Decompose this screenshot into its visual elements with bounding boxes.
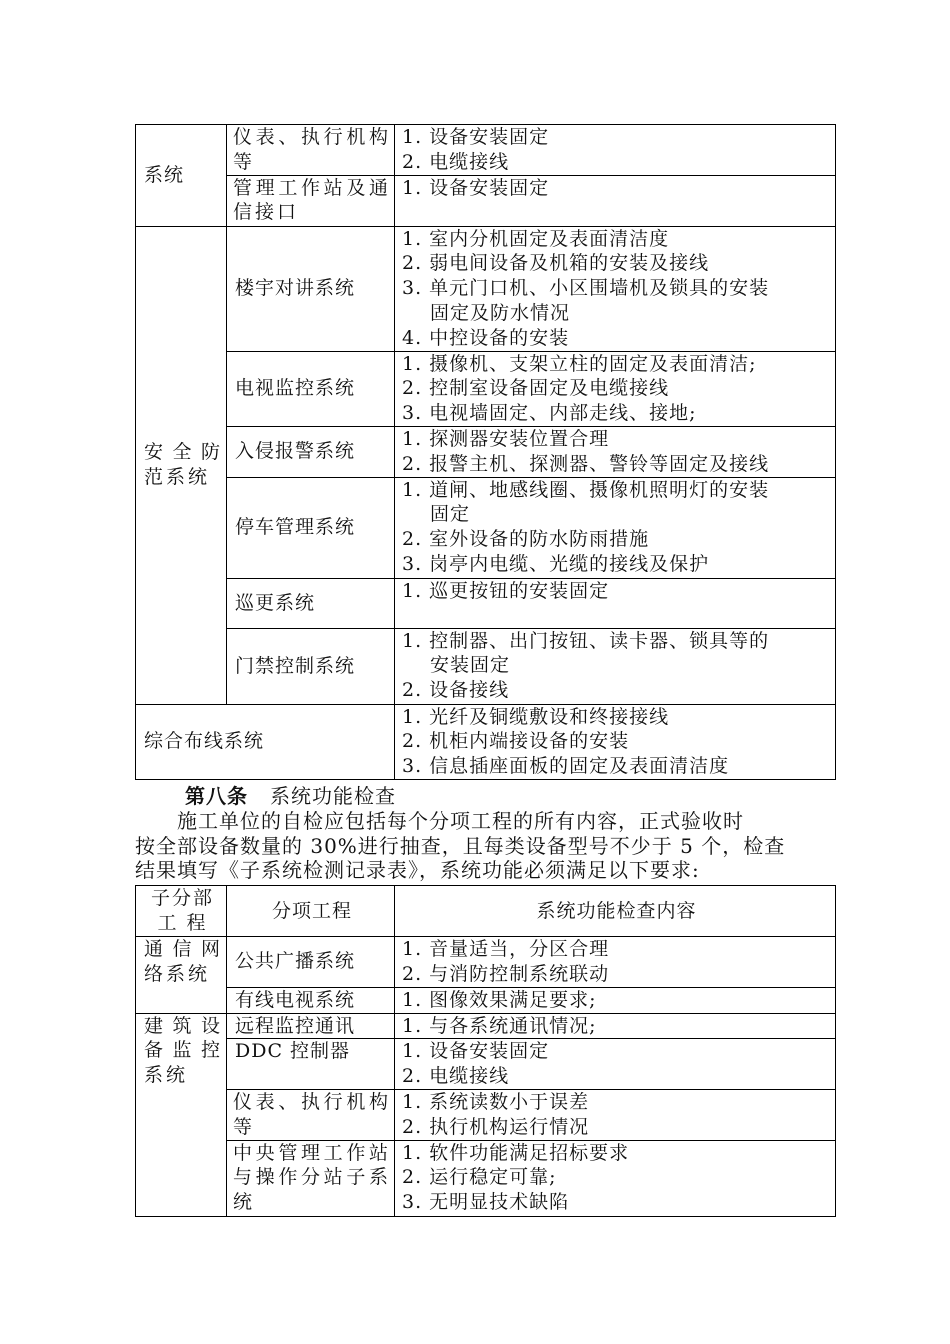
subsystem-cell: 安全防范系统 [136, 226, 227, 704]
document-page [135, 124, 835, 1217]
table-row [136, 936, 836, 987]
items-cell [395, 226, 836, 351]
items-cell [395, 578, 836, 628]
items-cell [395, 1089, 836, 1140]
subsystem-cell: 通信网络系统 [136, 936, 227, 1013]
list-item: 2. 与消防控制系统联动 [402, 962, 610, 985]
items-cell [395, 426, 836, 477]
list-item: 1. 系统读数小于误差 [402, 1090, 590, 1113]
project-cell: 巡更系统 [227, 578, 395, 628]
header-content: 系统功能检查内容 [395, 886, 836, 937]
table-header-row [136, 886, 836, 937]
list-item: 3. 信息插座面板的固定及表面清洁度 [402, 755, 730, 778]
list-item: 2. 电缆接线 [402, 1065, 510, 1088]
table-row [136, 226, 836, 351]
items-cell [395, 936, 836, 987]
list-item: 1. 巡更按钮的安装固定 [402, 579, 610, 602]
install-check-table [135, 124, 836, 780]
project-cell: 中央管理工作站与操作分站子系统 [227, 1140, 395, 1216]
table-row [136, 351, 836, 426]
project-cell: 仪表、执行机构等 [227, 1089, 395, 1140]
items-cell [395, 477, 836, 578]
table-row [136, 175, 836, 226]
function-check-table [135, 885, 836, 1216]
subsystem-cell: 综合布线系统 [136, 704, 395, 779]
items-cell [395, 1140, 836, 1216]
project-cell: 门禁控制系统 [227, 628, 395, 704]
subsystem-cell: 建筑设备监控系统 [136, 1013, 227, 1216]
items-cell [395, 1013, 836, 1039]
paragraph-line: 按全部设备数量的 30%进行抽查，且每类设备型号不少于 5 个，检查 [135, 833, 786, 858]
table-row [136, 125, 836, 176]
project-cell: 有线电视系统 [227, 987, 395, 1013]
paragraph-line: 结果填写《子系统检测记录表》，系统功能必须满足以下要求: [135, 858, 700, 883]
list-item: 2. 弱电间设备及机箱的安装及接线 [402, 252, 710, 275]
list-item: 2. 控制室设备固定及电缆接线 [402, 377, 670, 400]
items-cell [395, 125, 836, 176]
list-item: 1. 道闸、地感线圈、摄像机照明灯的安装 [402, 478, 770, 501]
list-item: 3. 岗亭内电缆、光缆的接线及保护 [402, 552, 710, 575]
list-item: 2. 室外设备的防水防雨措施 [402, 528, 650, 551]
items-cell [395, 987, 836, 1013]
items-cell [395, 175, 836, 226]
items-cell [395, 351, 836, 426]
section-number: 第八条 [185, 783, 248, 808]
list-item: 固定及防水情况 [430, 301, 571, 324]
list-item: 1. 设备安装固定 [402, 176, 550, 199]
table-row [136, 477, 836, 578]
project-cell: 远程监控通讯 [227, 1013, 395, 1039]
list-item: 1. 设备安装固定 [402, 126, 550, 148]
project-cell: 管理工作站及通信接口 [227, 175, 395, 226]
list-item: 2. 运行稳定可靠; [402, 1166, 557, 1189]
paragraph-line: 施工单位的自检应包括每个分项工程的所有内容，正式验收时 [177, 808, 744, 833]
project-cell: 入侵报警系统 [227, 426, 395, 477]
table-row [136, 1013, 836, 1039]
list-item: 2. 电缆接线 [402, 150, 510, 173]
project-cell: 公共广播系统 [227, 936, 395, 987]
items-cell [395, 628, 836, 704]
table-row [136, 1089, 836, 1140]
table-row [136, 1140, 836, 1216]
list-item: 1. 摄像机、支架立柱的固定及表面清洁; [402, 352, 757, 375]
list-item: 2. 机柜内端接设备的安装 [402, 730, 630, 753]
items-cell [395, 704, 836, 779]
project-cell: 楼宇对讲系统 [227, 226, 395, 351]
section-heading [135, 784, 835, 809]
project-cell: 电视监控系统 [227, 351, 395, 426]
list-item: 1. 图像效果满足要求; [402, 988, 597, 1011]
items-cell [395, 1039, 836, 1090]
table-row [136, 1039, 836, 1090]
list-item: 4. 中控设备的安装 [402, 326, 570, 349]
table-row [136, 426, 836, 477]
list-item: 1. 设备安装固定 [402, 1040, 550, 1063]
table-row [136, 704, 836, 779]
list-item: 3. 电视墙固定、内部走线、接地; [402, 402, 697, 425]
list-item: 2. 设备接线 [402, 679, 510, 702]
list-item: 1. 控制器、出门按钮、读卡器、锁具等的 [402, 629, 770, 652]
list-item: 安装固定 [430, 654, 511, 677]
header-project: 分项工程 [227, 886, 395, 937]
subsystem-cell: 系统 [136, 125, 227, 227]
project-cell: DDC 控制器 [227, 1039, 395, 1090]
project-cell: 仪表、执行机构等 [227, 125, 395, 176]
table-row [136, 578, 836, 628]
list-item: 2. 报警主机、探测器、警铃等固定及接线 [402, 452, 770, 475]
table-row [136, 987, 836, 1013]
list-item: 3. 单元门口机、小区围墙机及锁具的安装 [402, 277, 770, 300]
project-cell: 停车管理系统 [227, 477, 395, 578]
list-item: 1. 光纤及铜缆敷设和终接接线 [402, 705, 670, 728]
header-subsystem: 子分部工 程 [136, 886, 227, 937]
list-item: 1. 与各系统通讯情况; [402, 1014, 597, 1037]
section-title: 系统功能检查 [270, 783, 396, 808]
list-item: 3. 无明显技术缺陷 [402, 1191, 570, 1214]
list-item: 1. 室内分机固定及表面清洁度 [402, 227, 670, 250]
list-item: 固定 [430, 503, 471, 526]
list-item: 1. 探测器安装位置合理 [402, 427, 610, 450]
list-item: 1. 软件功能满足招标要求 [402, 1141, 630, 1164]
list-item: 1. 音量适当，分区合理 [402, 937, 610, 960]
table-row [136, 628, 836, 704]
list-item: 2. 执行机构运行情况 [402, 1115, 590, 1138]
